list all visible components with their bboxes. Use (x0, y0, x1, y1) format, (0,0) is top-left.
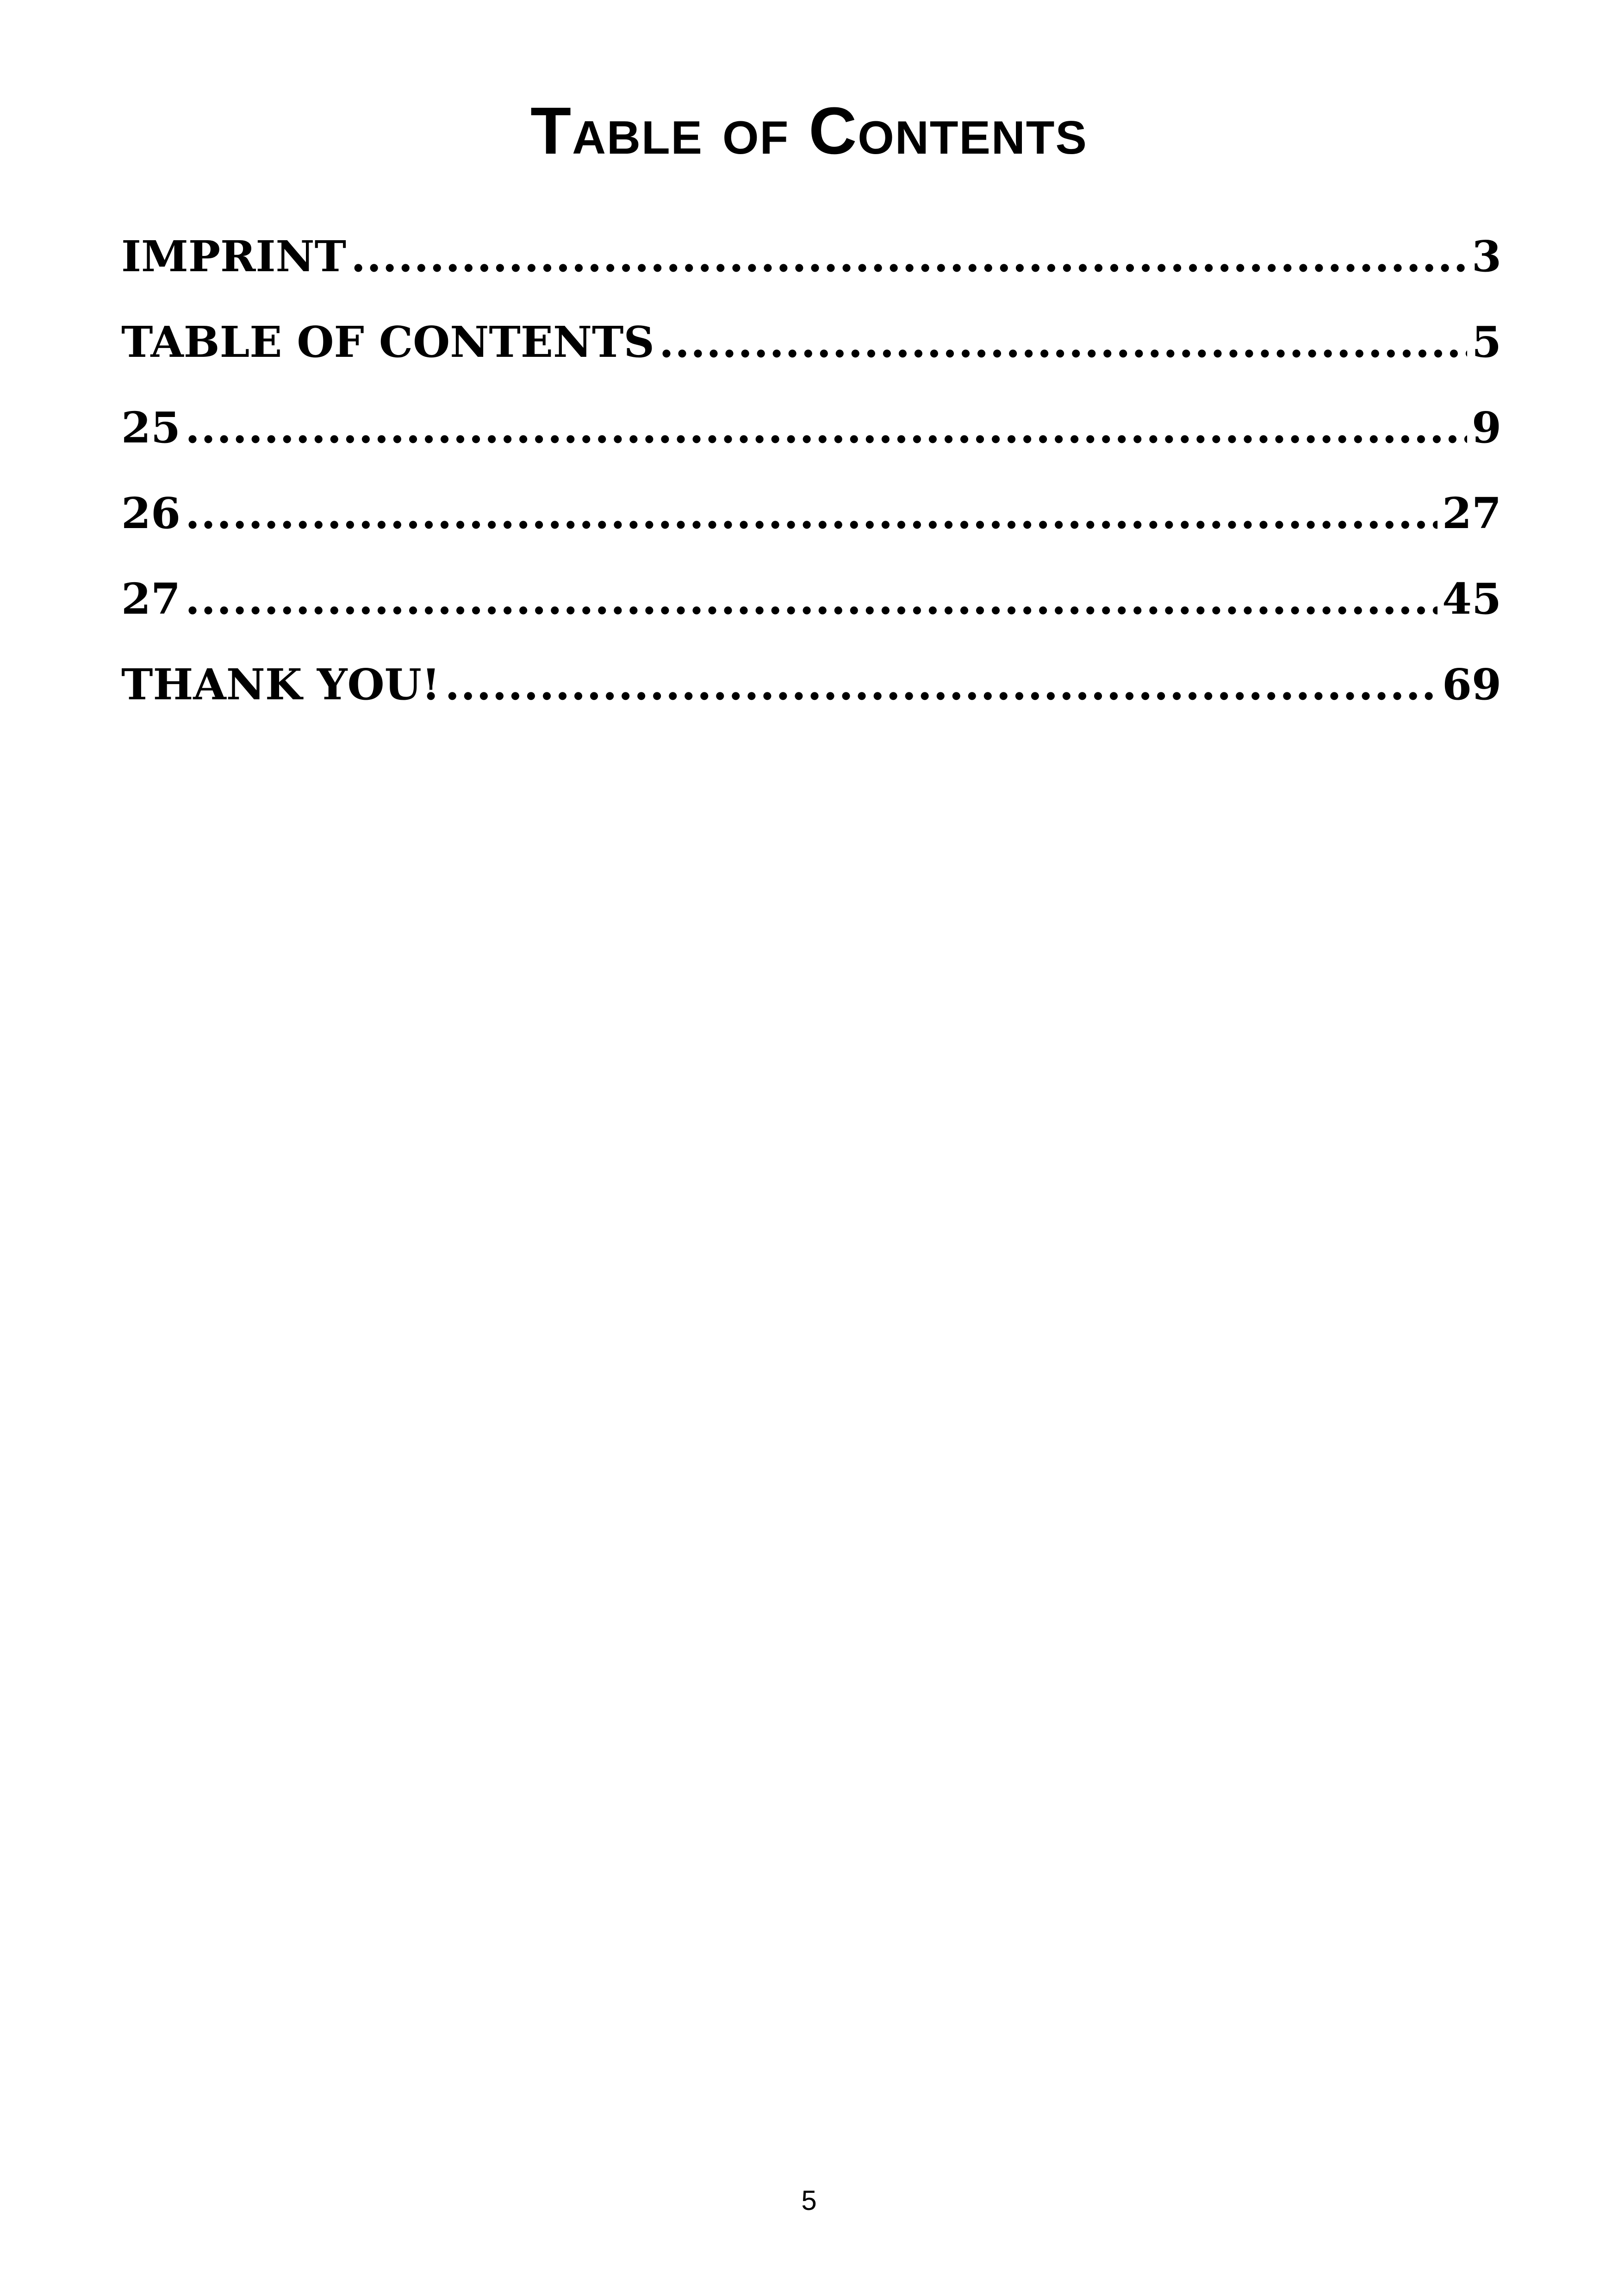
toc-entry-page: 69 (1442, 660, 1501, 709)
toc-entry-thank-you[interactable] (121, 660, 1501, 745)
toc-entry-label: TABLE OF CONTENTS (121, 317, 654, 367)
page-title: Table of Contents (530, 93, 1088, 168)
toc-entry-25[interactable] (121, 403, 1501, 488)
toc-entry-imprint[interactable] (121, 231, 1501, 317)
toc-entry-page: 27 (1442, 488, 1501, 538)
dot-leader (351, 231, 1467, 281)
toc-entry-26[interactable] (121, 488, 1501, 574)
dot-leader (185, 488, 1438, 538)
toc-entry-page: 9 (1471, 403, 1501, 453)
toc-entry-label: IMPRINT (121, 231, 347, 281)
dot-leader (185, 403, 1467, 453)
toc-entry-page: 3 (1471, 231, 1501, 281)
toc-entry-table-of-contents[interactable] (121, 317, 1501, 403)
toc-entry-label: THANK YOU! (121, 660, 441, 709)
toc-entry-27[interactable] (121, 574, 1501, 660)
toc-entry-page: 45 (1442, 574, 1501, 624)
toc-entry-label: 26 (121, 488, 181, 538)
dot-leader (185, 574, 1438, 624)
toc-entry-label: 27 (121, 574, 181, 624)
table-of-contents (121, 231, 1501, 745)
page-number: 5 (801, 2185, 817, 2216)
dot-leader (659, 317, 1467, 367)
toc-entry-label: 25 (121, 403, 181, 453)
toc-entry-page: 5 (1471, 317, 1501, 367)
dot-leader (445, 660, 1438, 709)
